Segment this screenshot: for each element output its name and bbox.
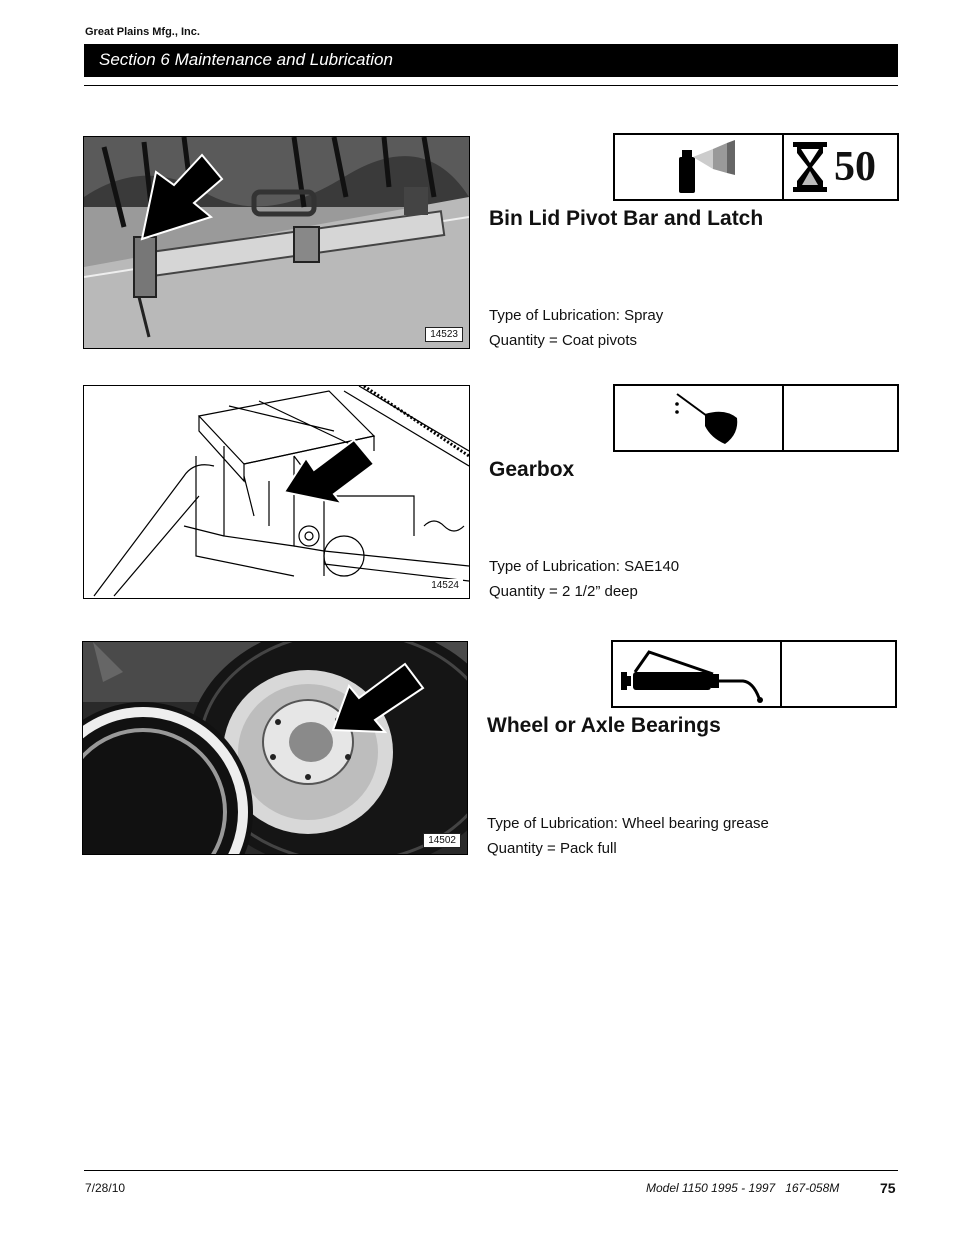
lube-interval-hours: 50	[834, 144, 876, 190]
lubrication-quantity: Quantity = Pack full	[487, 840, 617, 857]
wheel-photo-illustration	[83, 642, 467, 854]
lube-details	[487, 811, 769, 861]
lubrication-type: Type of Lubrication: Wheel bearing grease	[487, 815, 769, 832]
drawing-gearbox	[83, 385, 470, 599]
item-title: Bin Lid Pivot Bar and Latch	[489, 207, 764, 230]
figure-number: 14502	[423, 833, 461, 848]
bin-lid-photo-illustration	[84, 137, 469, 348]
footer-divider	[84, 1170, 898, 1171]
lube-details	[489, 303, 663, 353]
header-divider	[84, 85, 898, 86]
lube-box-oil	[613, 384, 899, 452]
page-number: 75	[880, 1180, 896, 1196]
oil-can-icon	[615, 386, 784, 450]
lubrication-type: Type of Lubrication: SAE140	[489, 558, 680, 575]
lubrication-quantity: Quantity = Coat pivots	[489, 332, 637, 349]
lube-box-spray	[613, 133, 899, 201]
lube-details	[489, 554, 679, 604]
photo-wheel-bearings	[82, 641, 468, 855]
lubrication-quantity: Quantity = 2 1/2” deep	[489, 583, 638, 600]
footer-model: Model 1150 1995 - 1997 167-058M	[646, 1181, 840, 1195]
lube-interval-cell	[782, 642, 895, 706]
figure-number: 14523	[425, 327, 463, 342]
lube-interval-cell	[784, 135, 897, 199]
section-title: Section 6 Maintenance and Lubrication	[99, 50, 393, 69]
hourglass-icon	[790, 139, 830, 195]
lubrication-type: Type of Lubrication: Spray	[489, 307, 664, 324]
footer-date: 7/28/10	[85, 1181, 126, 1195]
item-title: Wheel or Axle Bearings	[487, 714, 721, 737]
item-title: Gearbox	[489, 458, 575, 481]
grease-gun-icon	[613, 642, 782, 706]
gearbox-line-drawing	[84, 386, 469, 598]
photo-bin-lid-pivot	[83, 136, 470, 349]
company-name: Great Plains Mfg., Inc.	[85, 26, 200, 38]
lube-box-grease	[611, 640, 897, 708]
lube-interval-cell	[784, 386, 897, 450]
section-header-bar	[84, 44, 898, 77]
spray-can-icon	[615, 135, 784, 199]
figure-number: 14524	[427, 579, 463, 592]
